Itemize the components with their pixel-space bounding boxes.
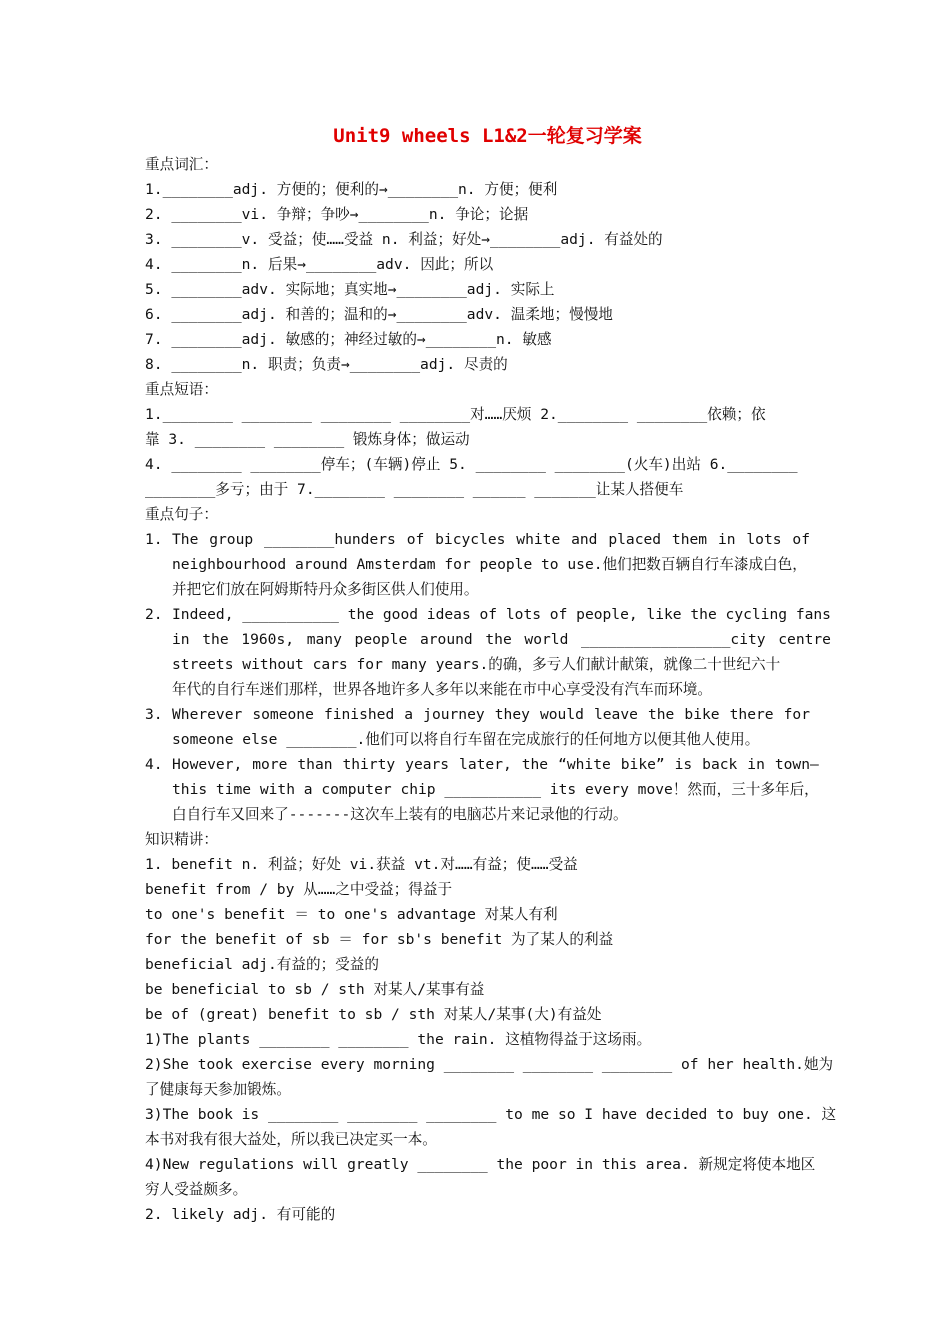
- sentence-number: 1.: [145, 531, 163, 548]
- knowledge-line: beneficial adj.有益的；受益的: [145, 956, 379, 973]
- sentence-line: However, more than thirty years later, the “white bike” is back in town—: [172, 756, 819, 773]
- sentence-number: 4.: [145, 756, 163, 773]
- section-heading-sentences: 重点句子：: [145, 506, 218, 523]
- sentence-item: [145, 752, 819, 827]
- exercise-line: 4)New regulations will greatly ________ the poor in this area. 新规定将使本地区: [145, 1156, 816, 1173]
- vocab-item: 3. ________v. 受益；使……受益 n. 利益；好处→________adj. 有益处的: [145, 231, 663, 248]
- section-heading-phrases: 重点短语：: [145, 381, 218, 398]
- vocab-item: 5. ________adv. 实际地；真实地→________adj. 实际上: [145, 281, 555, 298]
- vocab-item: 1.________adj. 方便的；便利的→________n. 方便；便利: [145, 181, 558, 198]
- phrase-line: 4. ________ ________停车；(车辆)停止 5. ________ ________(火车)出站 6.________: [145, 456, 798, 473]
- exercise-line: 本书对我有很大益处，所以我已决定买一本。: [145, 1131, 437, 1148]
- exercise-line: 1)The plants ________ ________ the rain. 这植物得益于这场雨。: [145, 1031, 652, 1048]
- sentence-line: neighbourhood around Amsterdam for people to use.他们把数百辆自行车漆成白色，: [172, 556, 807, 573]
- exercise-line: 3)The book is ________ ________ ________ to me so I have decided to buy one. 这: [145, 1106, 837, 1123]
- sentence-number: 2.: [145, 606, 163, 623]
- sentence-item: [145, 702, 810, 752]
- exercise-line: 穷人受益颇多。: [145, 1181, 248, 1198]
- sentence-line: The group ________hunders of bicycles white and placed them in lots of: [172, 531, 810, 548]
- vocab-item: 7. ________adj. 敏感的；神经过敏的→________n. 敏感: [145, 331, 552, 348]
- exercise-line: 了健康每天参加锻炼。: [145, 1081, 291, 1098]
- vocab-item: 6. ________adj. 和善的；温和的→________adv. 温柔地；慢慢地: [145, 306, 613, 323]
- sentence-number: 3.: [145, 706, 163, 723]
- sentence-item: [145, 602, 831, 702]
- section-heading-vocab: 重点词汇：: [145, 156, 218, 173]
- knowledge-line: for the benefit of sb ＝ for sb's benefit 为了某人的利益: [145, 931, 614, 948]
- sentence-line: someone else ________.他们可以将自行车留在完成旅行的任何地方以便其他人使用。: [172, 731, 760, 748]
- phrase-line: 1.________ ________ ________ ________对……厌烦 2.________ ________依赖；依: [145, 406, 766, 423]
- sentence-line: Indeed, ___________ the good ideas of lots of people, like the cycling fans: [172, 606, 831, 623]
- knowledge-line: 2. likely adj. 有可能的: [145, 1206, 336, 1223]
- sentence-line: 白自行车又回来了-------这次车上装有的电脑芯片来记录他的行动。: [172, 806, 628, 823]
- sentence-line: this time with a computer chip ___________ its every move！然而，三十多年后，: [172, 781, 819, 798]
- knowledge-line: benefit from / by 从……之中受益；得益于: [145, 881, 453, 898]
- sentence-line: in the 1960s, many people around the world _________________city centre: [172, 631, 831, 648]
- vocab-item: 8. ________n. 职责；负责→________adj. 尽责的: [145, 356, 508, 373]
- sentence-line: streets without cars for many years.的确，多亏人们献计献策，就像二十世纪六十: [172, 656, 781, 673]
- phrase-line: ________多亏；由于 7.________ ________ ______ _______让某人搭便车: [145, 481, 684, 498]
- sentence-line: 年代的自行车迷们那样，世界各地许多人多年以来能在市中心享受没有汽车而环境。: [172, 681, 712, 698]
- knowledge-line: be beneficial to sb / sth 对某人/某事有益: [145, 981, 485, 998]
- vocab-item: 2. ________vi. 争辩；争吵→________n. 争论；论据: [145, 206, 529, 223]
- knowledge-line: 1. benefit n. 利益；好处 vi.获益 vt.对……有益；使……受益: [145, 856, 578, 873]
- sentence-line: Wherever someone finished a journey they would leave the bike there for: [172, 706, 810, 723]
- sentence-line: 并把它们放在阿姆斯特丹众多街区供人们使用。: [172, 581, 479, 598]
- document-page: [145, 120, 837, 1227]
- section-heading-knowledge: 知识精讲：: [145, 831, 218, 848]
- vocab-item: 4. ________n. 后果→________adv. 因此；所以: [145, 256, 494, 273]
- sentence-item: [145, 527, 810, 602]
- knowledge-line: to one's benefit ＝ to one's advantage 对某人有利: [145, 906, 558, 923]
- phrase-line: 靠 3. ________ ________ 锻炼身体；做运动: [145, 431, 470, 448]
- knowledge-line: be of (great) benefit to sb / sth 对某人/某事(大)有益处: [145, 1006, 602, 1023]
- page-title: Unit9 wheels L1&2一轮复习学案: [333, 125, 642, 147]
- exercise-line: 2)She took exercise every morning ________ ________ ________ of her health.她为: [145, 1056, 834, 1073]
